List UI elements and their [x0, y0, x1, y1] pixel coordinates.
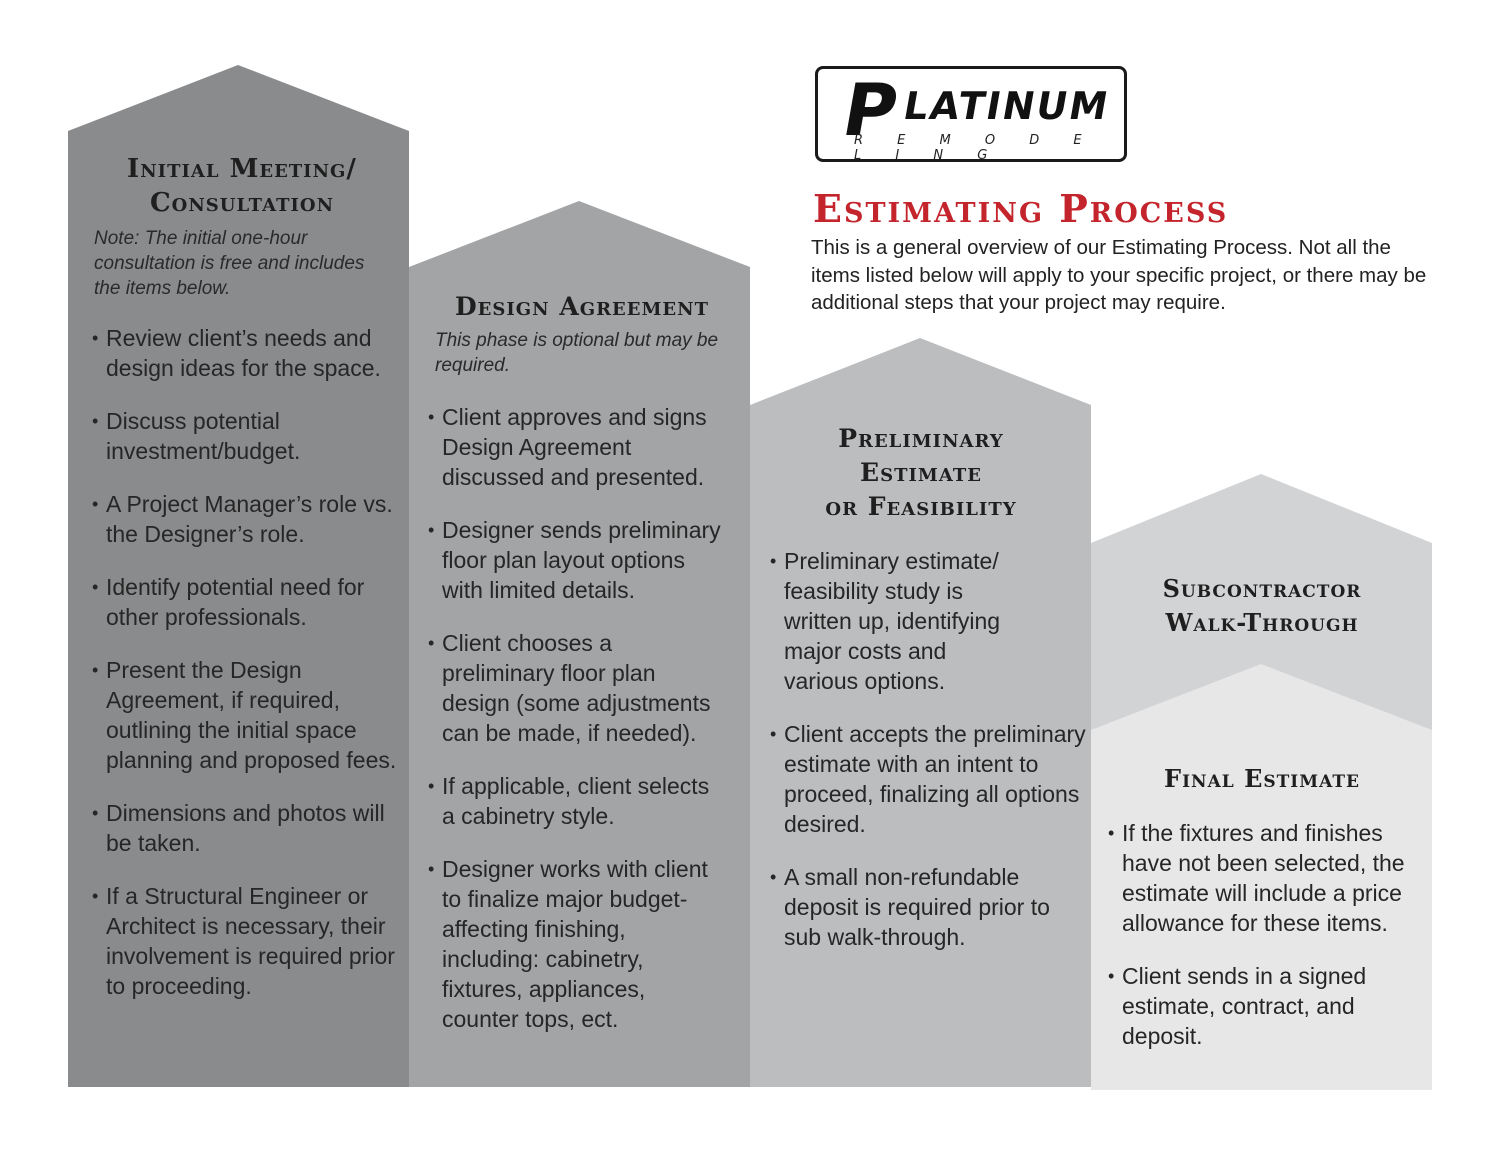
- bullet-list: [428, 402, 728, 1034]
- heading-line: or Feasibility: [825, 492, 1017, 521]
- list-item: • Designer sends preliminary floor plan layout options with limited details.: [428, 515, 728, 605]
- heading-line: Design Agreement: [454, 292, 709, 321]
- bullet-list: [770, 546, 1086, 952]
- list-item: • A small non-refundable deposit is required prior to sub walk-through.: [770, 862, 1074, 952]
- step-heading: [1096, 572, 1428, 640]
- list-item: • If the fixtures and finishes have not been selected, the estimate will include a price allowance for these items.: [1108, 818, 1420, 938]
- step-subcontractor-walkthrough: [1096, 572, 1428, 640]
- heading-line: Consultation: [149, 188, 335, 218]
- list-item: • A Project Manager’s role vs. the Designer’s role.: [92, 489, 404, 549]
- list-item: • Review client’s needs and design ideas for the space.: [92, 323, 404, 383]
- heading-line: Final Estimate: [1164, 764, 1360, 793]
- list-item: • Discuss potential investment/budget.: [92, 406, 404, 466]
- step-preliminary-estimate: [758, 422, 1084, 975]
- bullet-list: [1108, 818, 1420, 1051]
- list-item: • Client approves and signs Design Agreement discussed and presented.: [428, 402, 728, 492]
- heading-line: Initial Meeting/: [127, 154, 357, 184]
- list-item: • Dimensions and photos will be taken.: [92, 798, 404, 858]
- step-heading: [1096, 762, 1428, 796]
- platinum-remodeling-logo: [815, 66, 1127, 162]
- logo-subtitle: R E M O D E L I N G: [854, 133, 1097, 163]
- heading-line: Estimate: [860, 458, 982, 487]
- list-item: • If applicable, client selects a cabinetry style.: [428, 771, 728, 831]
- bullet-list: [92, 323, 404, 1001]
- step-final-estimate: [1096, 762, 1428, 1074]
- list-item: • Client accepts the preliminary estimate with an intent to proceed, finalizing all options desired.: [770, 719, 1086, 839]
- list-item: • Present the Design Agreement, if required, outlining the initial space planning and proposed fees.: [92, 655, 404, 775]
- list-item: • If a Structural Engineer or Architect is necessary, their involvement is required prior to proceeding.: [92, 881, 404, 1001]
- step-heading: [420, 290, 744, 324]
- heading-line: Preliminary: [838, 424, 1004, 453]
- page-title: Estimating Process: [813, 186, 1229, 231]
- step-note: Note: The initial one-hour consultation is free and includes the items below.: [94, 228, 365, 299]
- list-item: • Designer works with client to finalize major budget-affecting finishing, including: cabinetry, fixtures, appliances, counter tops, ect.: [428, 854, 728, 1034]
- heading-line: Walk-Through: [1165, 608, 1359, 637]
- logo-initial: P: [836, 68, 905, 152]
- step-note: This phase is optional but may be required.: [435, 330, 719, 376]
- list-item: • Client sends in a signed estimate, contract, and deposit.: [1108, 961, 1382, 1051]
- list-item: • Client chooses a preliminary floor plan design (some adjustments can be made, if needed).: [428, 628, 728, 748]
- heading-line: Subcontractor: [1162, 574, 1362, 603]
- step-heading: [758, 422, 1084, 524]
- intro-paragraph: This is a general overview of our Estimating Process. Not all the items listed below will apply to your specific project, or there may be additional steps that your project may require.: [811, 236, 1427, 314]
- step-design-agreement: [420, 290, 744, 1057]
- list-item: • Preliminary estimate/ feasibility study is written up, identifying major costs and various options.: [770, 546, 1014, 696]
- logo-wordmark: LATINUM: [900, 84, 1114, 128]
- step-heading: [80, 152, 404, 220]
- step-initial-meeting: [80, 152, 404, 1024]
- list-item: • Identify potential need for other professionals.: [92, 572, 404, 632]
